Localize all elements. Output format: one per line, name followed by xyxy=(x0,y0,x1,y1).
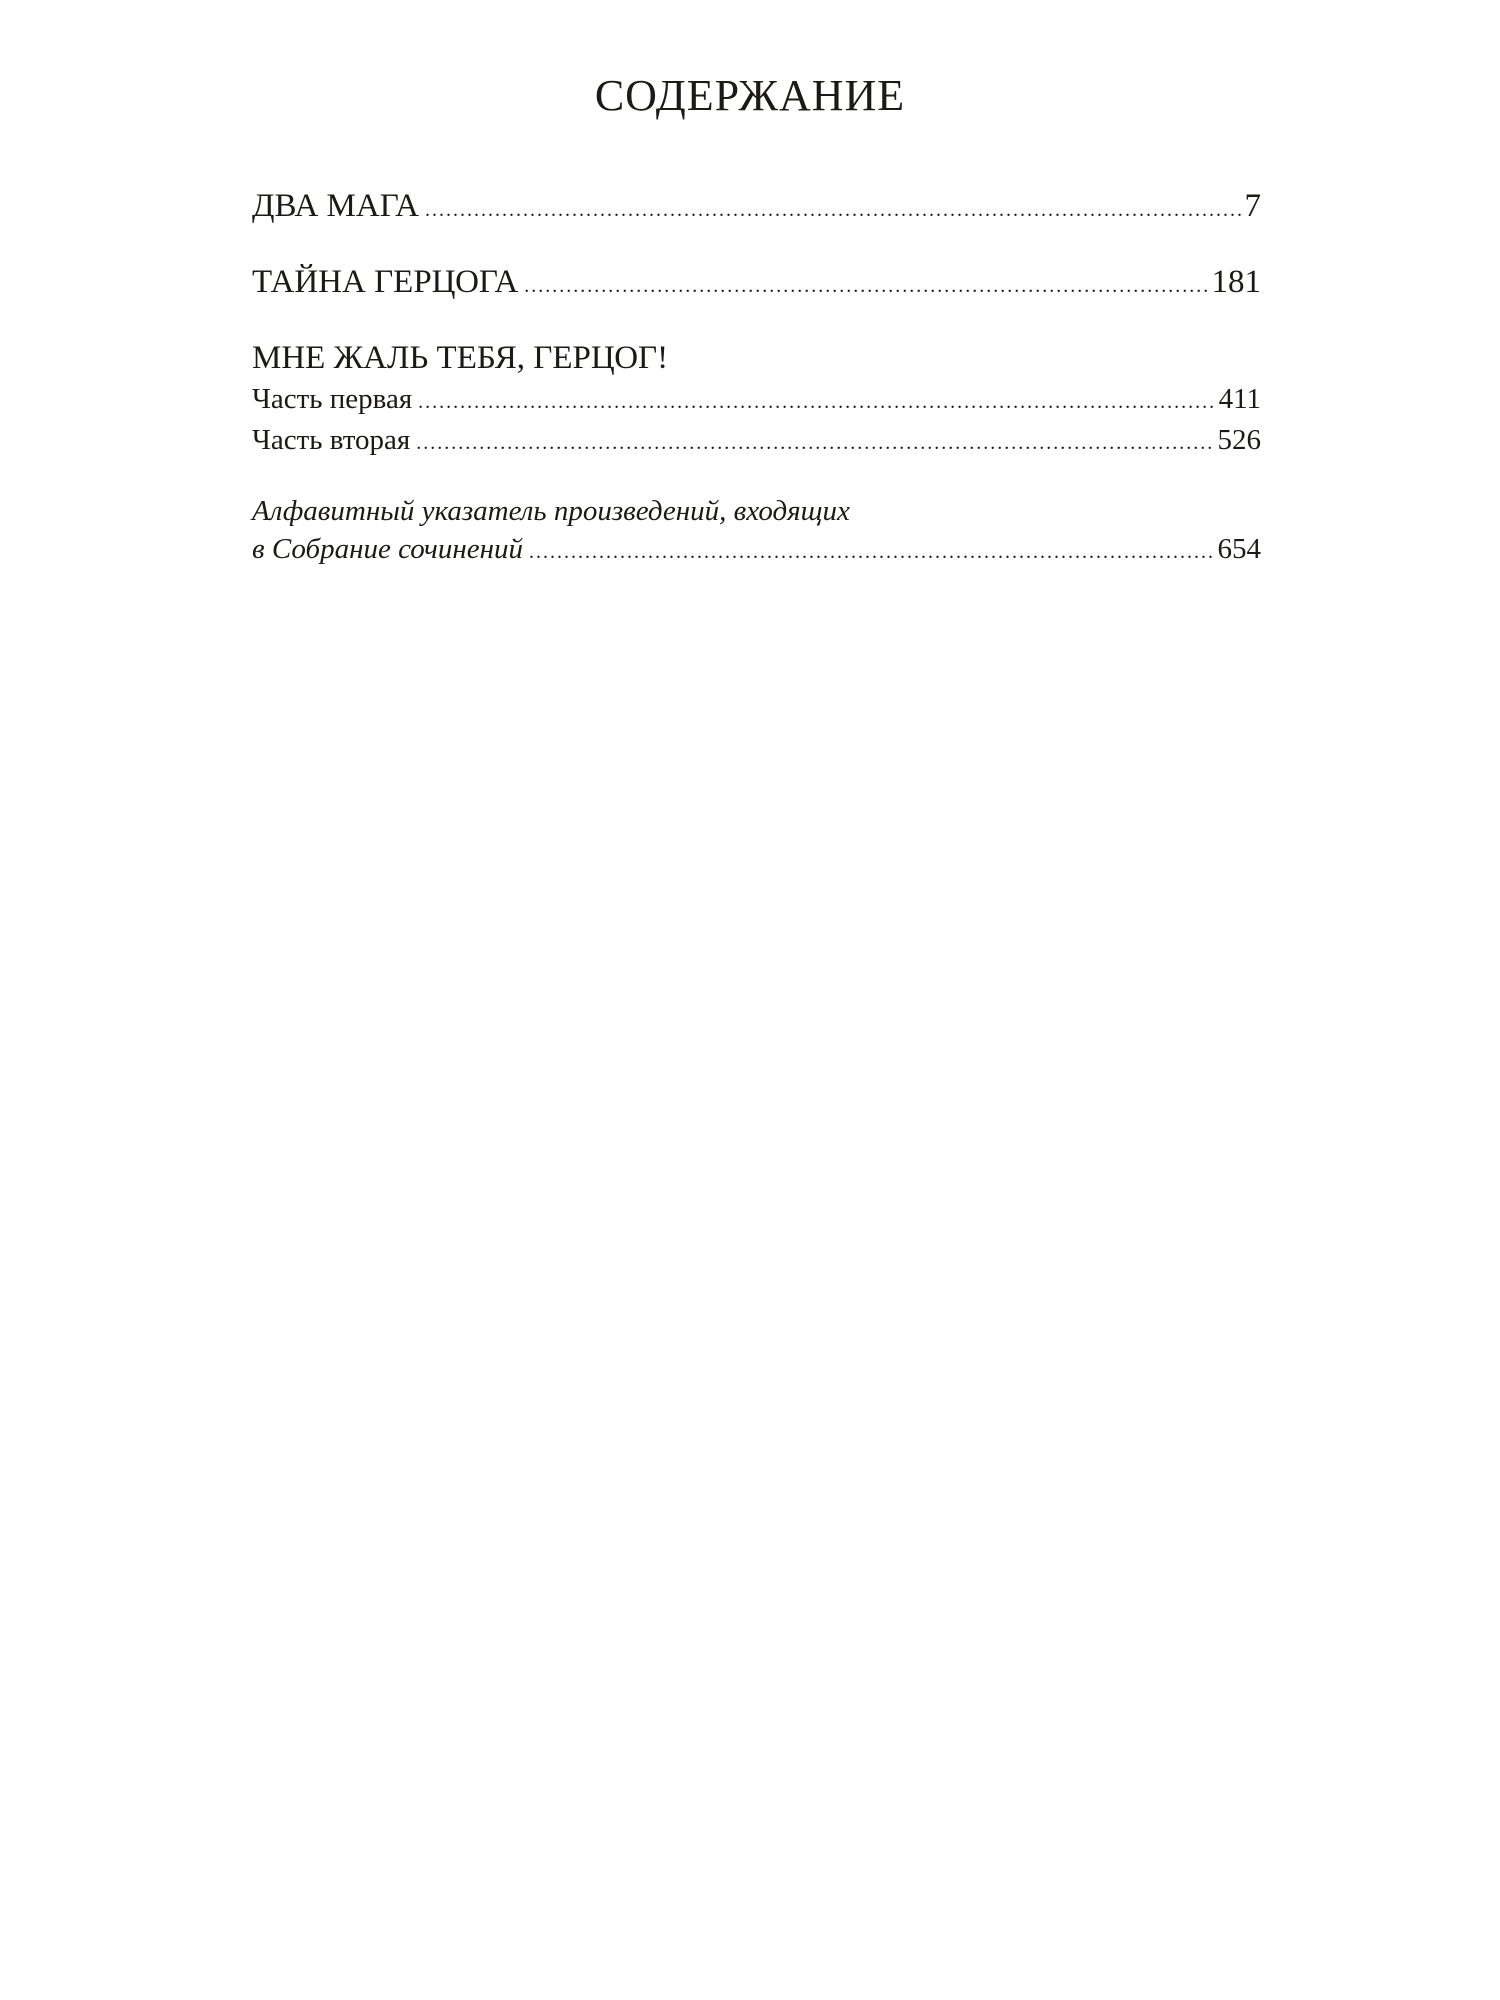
section-heading: МНЕ ЖАЛЬ ТЕБЯ, ГЕРЦОГ! xyxy=(252,340,669,376)
toc-entry-page: 526 xyxy=(1217,424,1261,456)
toc-entry-dva-maga[interactable] xyxy=(252,184,1261,232)
toc-entry-label: Часть вторая xyxy=(252,424,411,456)
spacer xyxy=(252,462,1261,492)
dot-leader xyxy=(524,264,1207,308)
toc-entry-tayna-gertsoga[interactable] xyxy=(252,260,1261,308)
spacer xyxy=(252,308,1261,336)
toc-entry-label: в Собрание сочинений xyxy=(252,533,523,565)
page-title: СОДЕРЖАНИЕ xyxy=(594,71,906,120)
toc-entry-page: 181 xyxy=(1211,264,1261,300)
dot-leader xyxy=(529,533,1214,571)
dot-leader xyxy=(425,188,1240,232)
toc-entry-part-two[interactable] xyxy=(252,421,1261,462)
toc-entry-page: 654 xyxy=(1217,533,1261,565)
dot-leader xyxy=(418,383,1214,421)
toc-entry-label: ДВА МАГА xyxy=(252,188,420,224)
toc-entry-label: Часть первая xyxy=(252,383,413,415)
toc-entry-index[interactable] xyxy=(252,530,1261,571)
toc-entry-page: 7 xyxy=(1244,188,1261,224)
index-entry-line1: Алфавитный указатель произведений, входящих xyxy=(252,495,850,527)
toc-entry-label: ТАЙНА ГЕРЦОГА xyxy=(252,264,519,300)
toc-entry-part-one[interactable] xyxy=(252,380,1261,421)
toc-entry-page: 411 xyxy=(1218,383,1261,415)
table-of-contents xyxy=(252,184,1261,571)
spacer xyxy=(252,232,1261,260)
dot-leader xyxy=(416,424,1213,462)
